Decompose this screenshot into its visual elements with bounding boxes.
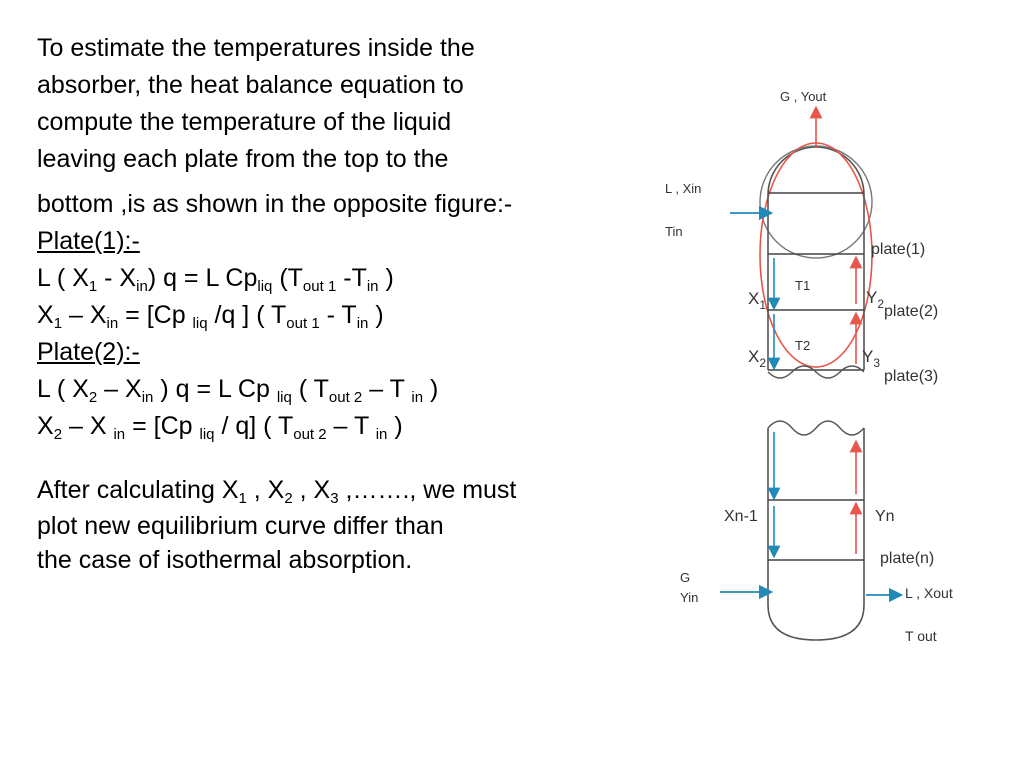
conclusion-line: the case of isothermal absorption.	[37, 546, 413, 574]
l-xin-label: L , Xin	[665, 181, 702, 196]
tin-label: Tin	[665, 224, 683, 239]
yn-label: Yn	[875, 508, 895, 525]
absorber-diagram	[650, 78, 980, 658]
y2-label: $Y_2$	[866, 288, 885, 311]
plate2-heading: Plate(2):-	[37, 338, 140, 366]
plate2-equation-2: $X_2$ – X $_{in}$ = [Cp $_{liq}$ / q] ( $T_{out 2}$ – T $_{in}$ )	[37, 412, 403, 443]
intro-line: leaving each plate from the top to the	[37, 145, 449, 173]
plate1-label: plate(1)	[871, 241, 926, 258]
intro-line: compute the temperature of the liquid	[37, 108, 452, 136]
xn-1-label: Xn-1	[724, 508, 758, 525]
t2-label: T2	[795, 338, 811, 353]
gray-circle	[760, 146, 872, 258]
x1-label: $X_1$	[748, 289, 767, 312]
platen-label: plate(n)	[880, 550, 935, 567]
bottom-dome	[768, 605, 864, 640]
plate2-equation-1: L ( $X_2 - X_{in}$ ) q = L Cp $_{liq}$ ( $T_{out 2}$ – T $_{in}$ )	[37, 375, 439, 406]
l-xout-label: L , Xout	[905, 585, 953, 601]
plate3-label: plate(3)	[884, 368, 939, 385]
y3-label: $Y_3$	[862, 347, 881, 370]
conclusion-line: plot new equilibrium curve differ than	[37, 512, 444, 540]
top-dome	[768, 147, 864, 195]
plate1-heading: Plate(1):-	[37, 227, 140, 255]
yin-label: Yin	[680, 590, 699, 605]
main-text	[37, 30, 637, 577]
plate1-equation-2: $X_1 - X_{in} = [Cp$ $_{liq}$ /q ] ( $T_{out 1} - T_{in}$ )	[37, 301, 384, 332]
intro-line: bottom ,is as shown in the opposite figure:-	[37, 190, 513, 218]
absorber-figure	[650, 78, 980, 658]
plate1-equation-1: L ( $X_1 - X_{in}$) q = L $Cp_{liq}$ ($T_{out 1}$ $-T_{in}$ )	[37, 264, 394, 295]
g-label: G	[680, 570, 691, 585]
intro-line: absorber, the heat balance equation to	[37, 71, 464, 99]
intro-line: To estimate the temperatures inside the	[37, 34, 475, 62]
t1-label: T1	[795, 278, 811, 293]
tout-label: T out	[905, 628, 937, 644]
g-yout-label: G , Yout	[780, 89, 827, 104]
conclusion-line: After calculating $X_1$ , $X_2$ , $X_3$ ,……., we must	[37, 476, 517, 507]
bottom-column	[720, 421, 896, 640]
plate2-label: plate(2)	[884, 303, 939, 320]
wavy-break	[768, 421, 864, 435]
x2-label: $X_2$	[748, 347, 767, 370]
